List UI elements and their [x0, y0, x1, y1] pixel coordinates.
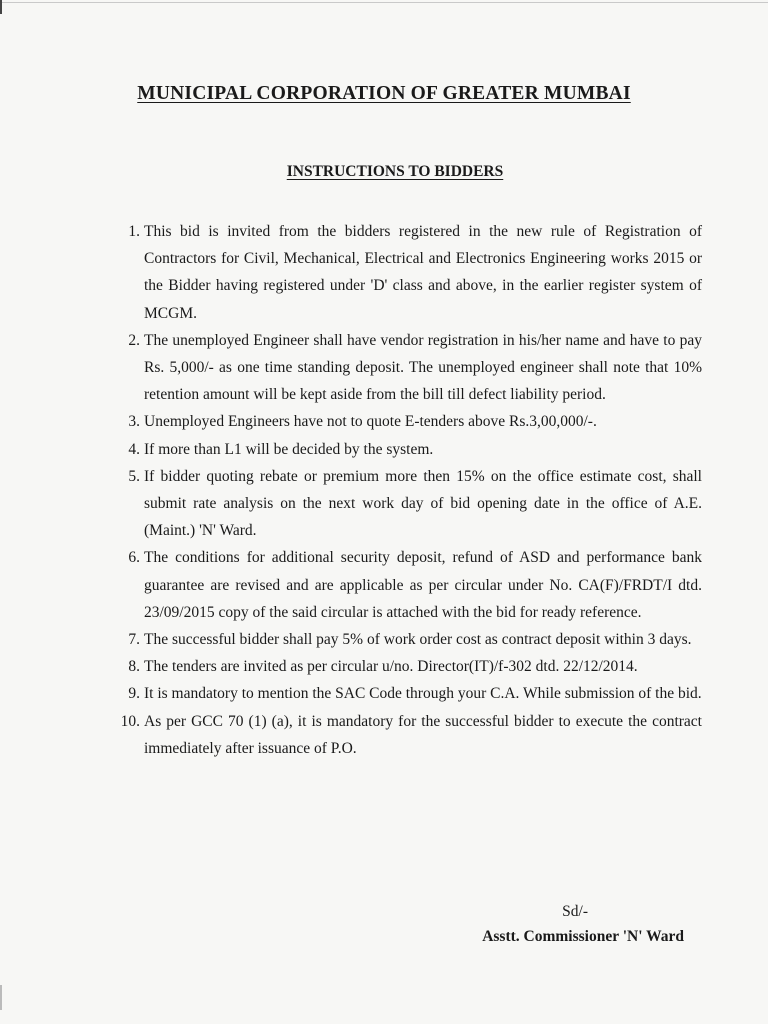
instructions-list	[110, 218, 702, 762]
instruction-item	[110, 708, 702, 762]
scan-edge-line	[0, 2, 768, 3]
instruction-item	[110, 327, 702, 409]
instruction-text: It is mandatory to mention the SAC Code through your C.A. While submission of the bid.	[144, 685, 702, 703]
instruction-item	[110, 653, 702, 680]
instruction-text: If more than L1 will be decided by the system.	[144, 440, 434, 458]
instruction-number: 9.	[128, 685, 140, 703]
instruction-item	[110, 626, 702, 653]
instruction-text: If bidder quoting rebate or premium more then 15% on the office estimate cost, shall submit rate analysis on the next work day of bid opening date in the office of A.E. (Maint.) 'N' Ward.	[144, 467, 702, 540]
instruction-item	[110, 218, 702, 327]
instruction-number: 6.	[128, 549, 140, 567]
instruction-item	[110, 436, 702, 463]
instruction-number: 10.	[120, 712, 140, 730]
signatory-designation: Asstt. Commissioner 'N' Ward	[482, 928, 684, 945]
instruction-item	[110, 680, 702, 707]
instruction-item	[110, 544, 702, 626]
instruction-text: As per GCC 70 (1) (a), it is mandatory for the successful bidder to execute the contract immediately after issuance of P.O.	[144, 712, 702, 757]
instruction-number: 3.	[128, 413, 140, 431]
scan-left-edge	[0, 0, 2, 1024]
instruction-text: The conditions for additional security deposit, refund of ASD and performance bank guarantee are revised and are applicable as per circular under No. CA(F)/FRDT/I dtd. 23/09/2015 copy of the said circular is attached with the bid for ready reference.	[144, 549, 702, 621]
organization-heading: MUNICIPAL CORPORATION OF GREATER MUMBAI	[137, 83, 631, 104]
instruction-text: The tenders are invited as per circular u/no. Director(IT)/f-302 dtd. 22/12/2014.	[144, 658, 638, 676]
instruction-text: This bid is invited from the bidders registered in the new rule of Registration of Contractors for Civil, Mechanical, Electrical and Electronics Engineering works 2015 or the Bidder having registered under 'D' class and above, in the earlier register system of MCGM.	[144, 223, 702, 322]
instruction-number: 4.	[128, 440, 140, 458]
instruction-number: 7.	[128, 631, 140, 649]
instruction-text: Unemployed Engineers have not to quote E-tenders above Rs.3,00,000/-.	[144, 413, 597, 431]
signature-sd: Sd/-	[562, 903, 588, 920]
instruction-text: The unemployed Engineer shall have vendor registration in his/her name and have to pay Rs. 5,000/- as one time standing deposit. The unemployed engineer shall note that 10% retention amount will be kept aside from the bill till defect liability period.	[144, 331, 702, 404]
instruction-number: 8.	[128, 658, 140, 676]
instruction-text: The successful bidder shall pay 5% of work order cost as contract deposit within 3 days.	[144, 631, 692, 649]
page-title: INSTRUCTIONS TO BIDDERS	[286, 163, 504, 180]
instruction-number: 1.	[128, 223, 140, 240]
instruction-number: 5.	[128, 467, 140, 485]
instruction-item	[110, 463, 702, 545]
instruction-number: 2.	[128, 331, 140, 349]
signature-block	[482, 899, 684, 949]
instruction-item	[110, 408, 702, 435]
